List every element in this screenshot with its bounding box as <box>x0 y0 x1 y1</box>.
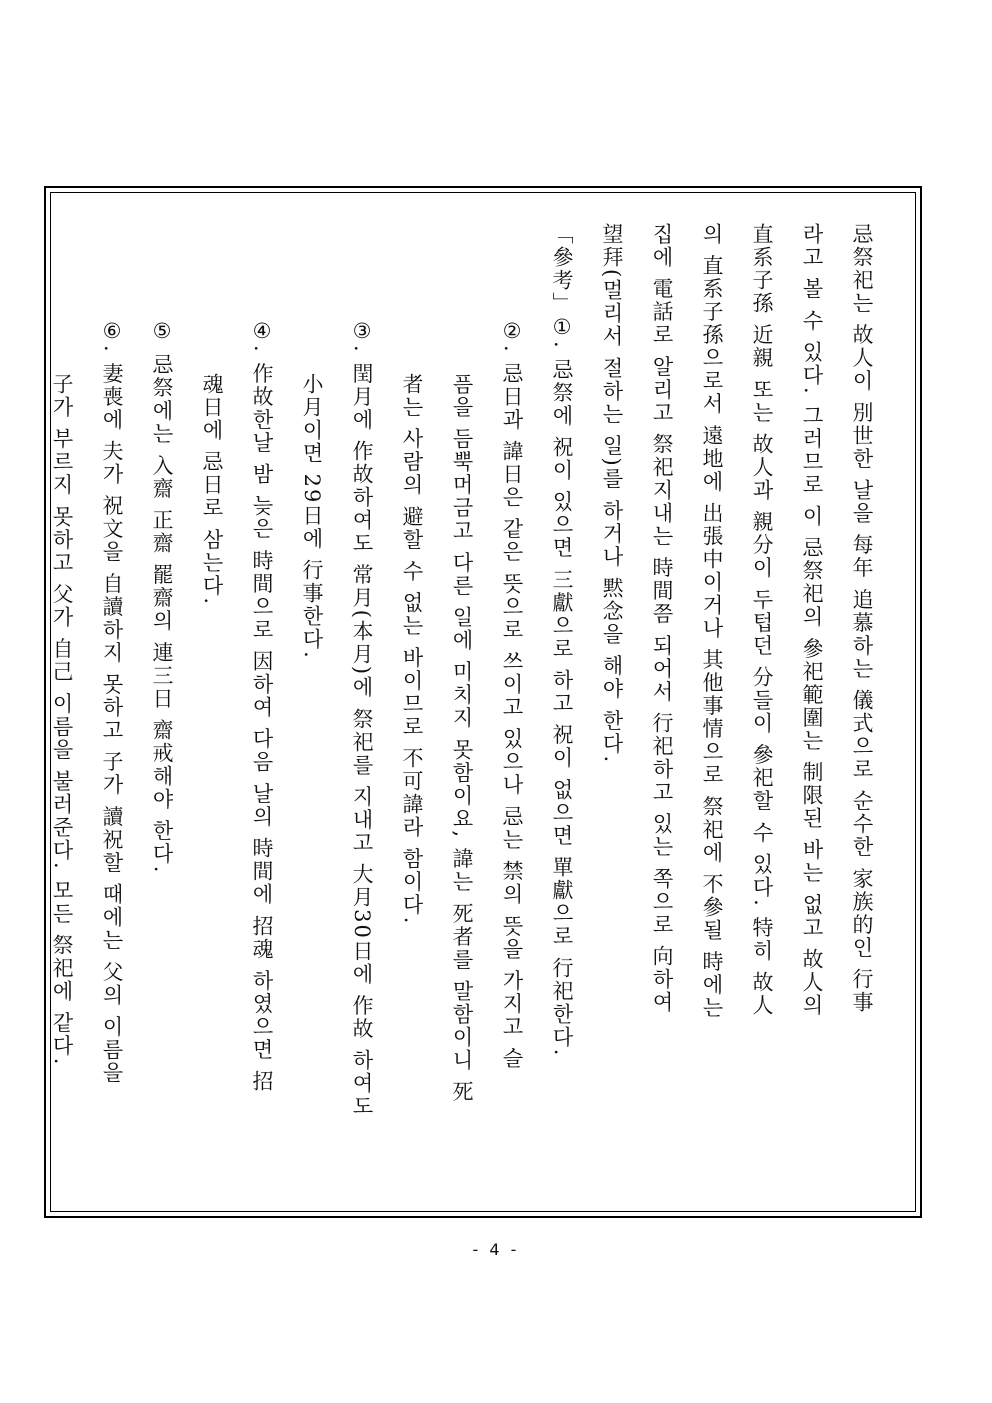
note-marker: ①. <box>550 315 574 350</box>
note-line-5: ⑤ 忌祭에는 入齋 正齋 罷齋의 連三日 齋戒해야 한다. <box>150 319 174 875</box>
note-marker: ③. <box>350 319 374 354</box>
note-marker: ⑤ <box>150 319 174 345</box>
note-line-4: ④. 作故한날 밤 늦은 時間으로 因하여 다음 날의 時間에 招魂 하였으면 招 <box>250 319 274 1094</box>
paragraph-line: 라고 볼 수 있다. 그러므로 이 忌祭祀의 參祀範圍는 制限된 바는 없고 故人의 <box>800 223 824 1018</box>
reference-label: 「參考」 <box>550 223 574 315</box>
note-marker: ②. <box>500 319 524 354</box>
note-marker: ④. <box>250 319 274 354</box>
note-line-6: ⑥. 妻喪에 夫가 祝文을 自讀하지 못하고 子가 讀祝할 때에는 父의 이름을 <box>100 319 124 1085</box>
paragraph-line: 望拜(멀리서 절하는 일)를 하거나 黙念을 해야 한다. <box>600 223 624 765</box>
paragraph-line: 집에 電話로 알리고 祭祀지내는 時間쯤 되어서 行祀하고 있는 쪽으로 向하여 <box>650 223 674 1015</box>
paragraph-line: 忌祭祀는 故人이 別世한 날을 每年 追慕하는 儀式으로 순수한 家族的인 行事 <box>850 223 874 1015</box>
note-line-continuation: 小月이면 29日에 行事한다. <box>300 373 324 660</box>
note-line-continuation: 픔을 듬뿍머금고 다른 일에 미치지 못함이요, 諱는 死者를 말함이니 死 <box>450 373 474 1104</box>
note-line-2: ②. 忌日과 諱日은 같은 뜻으로 쓰이고 있으나 忌는 禁의 뜻을 가지고 슬 <box>500 319 524 1071</box>
note-line-1: 「參考」①. 忌祭에 祝이 있으면 三獻으로 하고 祝이 없으면 單獻으로 行祀한다. <box>550 223 574 1058</box>
page-number: - 4 - <box>472 1240 520 1259</box>
note-line-continuation: 子가 부르지 못하고 父가 自己 이름을 불러준다. 모든 祭祀에 같다. <box>50 373 74 1067</box>
paragraph-line: 의 直系子孫으로서 遠地에 出張中이거나 其他事情으로 祭祀에 不參될 時에는 <box>700 223 724 1020</box>
vertical-text-body <box>50 223 887 1189</box>
note-line-3: ③. 閏月에 作故하여도 常月(本月)에 祭祀를 지내고 大月30日에 作故 하여도 <box>350 319 374 1119</box>
note-line-continuation: 魂日에 忌日로 삼는다. <box>200 373 224 607</box>
note-marker: ⑥. <box>100 319 124 354</box>
page-border <box>44 186 922 1218</box>
note-line-continuation: 者는 사람의 避할 수 없는 바이므로 不可諱라 함이다. <box>400 373 424 926</box>
page-border-inner <box>50 192 916 1212</box>
paragraph-line: 直系子孫 近親 또는 故人과 親分이 두텁던 分들이 參祀할 수 있다. 特히 故人 <box>750 223 774 1018</box>
